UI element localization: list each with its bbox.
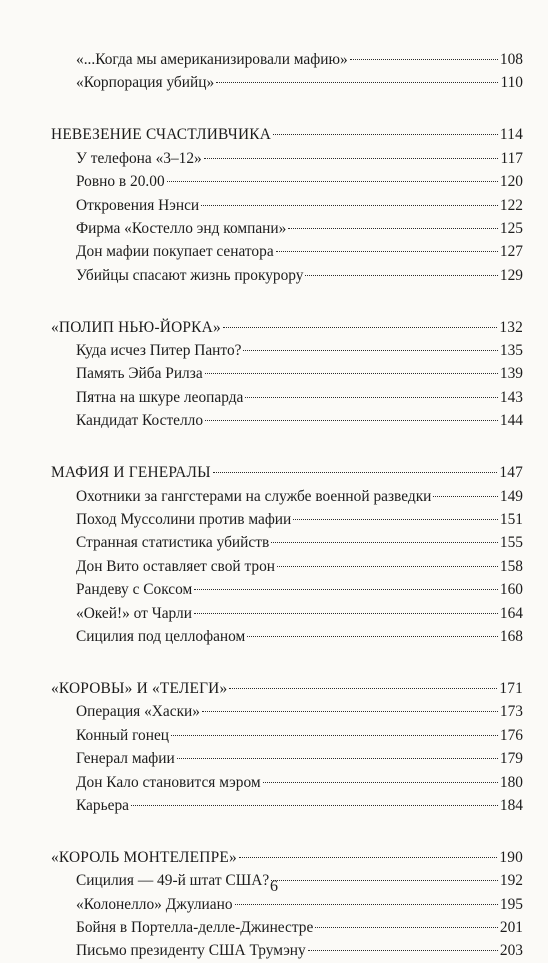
entry-title: Фирма «Костелло энд компани» bbox=[76, 219, 287, 237]
page-ref: 171 bbox=[499, 679, 523, 697]
entry-title: Странная статистика убийств bbox=[76, 534, 270, 552]
toc-entry bbox=[51, 48, 523, 71]
page-ref: 125 bbox=[499, 219, 523, 237]
section-title: НЕВЕЗЕНИЕ СЧАСТЛИВЧИКА bbox=[51, 126, 272, 144]
entry-title: Поход Муссолини против мафии bbox=[76, 511, 292, 529]
entry-title: Память Эйба Рилза bbox=[76, 365, 203, 383]
page-ref: 160 bbox=[499, 581, 523, 599]
page-ref: 164 bbox=[499, 604, 523, 622]
page-ref: 176 bbox=[499, 726, 523, 744]
entry-title: Дон мафии покупает сенатора bbox=[76, 243, 274, 261]
toc-entry bbox=[51, 531, 523, 554]
dot-leader bbox=[205, 420, 498, 421]
dot-leader bbox=[205, 373, 498, 374]
entry-title: Рандеву с Соксом bbox=[76, 581, 193, 599]
toc-group bbox=[51, 123, 523, 287]
toc-entry bbox=[51, 485, 523, 508]
page-ref: 192 bbox=[499, 872, 523, 890]
page-ref: 168 bbox=[499, 627, 523, 645]
dot-leader bbox=[177, 758, 498, 759]
toc-entry bbox=[51, 264, 523, 287]
dot-leader bbox=[213, 472, 498, 473]
section-title: «КОРОВЫ» И «ТЕЛЕГИ» bbox=[51, 679, 228, 697]
toc-entry bbox=[51, 508, 523, 531]
toc-section-heading bbox=[51, 123, 523, 146]
group-spacer bbox=[51, 95, 523, 124]
group-spacer bbox=[51, 817, 523, 846]
dot-leader bbox=[247, 636, 498, 637]
page-ref: 132 bbox=[499, 318, 523, 336]
dot-leader bbox=[239, 857, 497, 858]
dot-leader bbox=[288, 228, 498, 229]
entry-title: Генерал мафии bbox=[76, 750, 175, 768]
entry-title: Сицилия — 49-й штат США? bbox=[76, 872, 270, 890]
page-ref: 144 bbox=[499, 412, 523, 430]
page-ref: 117 bbox=[500, 149, 523, 167]
toc-entry bbox=[51, 771, 523, 794]
entry-title: Карьера bbox=[76, 796, 129, 814]
dot-leader bbox=[308, 950, 498, 951]
page-ref: 173 bbox=[499, 703, 523, 721]
dot-leader bbox=[202, 711, 498, 712]
toc-group bbox=[51, 846, 523, 963]
toc-entry bbox=[51, 747, 523, 770]
toc-entry bbox=[51, 724, 523, 747]
entry-title: Убийцы спасают жизнь прокурору bbox=[76, 266, 304, 284]
entry-title: Бойня в Портелла-делле-Джинестре bbox=[76, 919, 314, 937]
entry-title: Ровно в 20.00 bbox=[76, 173, 165, 191]
dot-leader bbox=[245, 397, 498, 398]
entry-title: Конный гонец bbox=[76, 726, 170, 744]
toc-entry bbox=[51, 625, 523, 648]
entry-title: «...Когда мы американизировали мафию» bbox=[76, 51, 348, 68]
page-ref: 122 bbox=[499, 196, 523, 214]
toc-entry bbox=[51, 602, 523, 625]
toc-entry bbox=[51, 794, 523, 817]
entry-title: Пятна на шкуре леопарда bbox=[76, 388, 244, 406]
toc-entry bbox=[51, 362, 523, 385]
toc-section-heading bbox=[51, 677, 523, 700]
page-ref: 143 bbox=[499, 388, 523, 406]
dot-leader bbox=[271, 542, 498, 543]
entry-title: Откровения Нэнси bbox=[76, 196, 200, 214]
entry-title: Кандидат Костелло bbox=[76, 412, 204, 430]
section-title: «КОРОЛЬ МОНТЕЛЕПРЕ» bbox=[51, 848, 237, 866]
dot-leader bbox=[194, 613, 498, 614]
dot-leader bbox=[293, 519, 498, 520]
page-ref: 201 bbox=[499, 919, 523, 937]
page-ref: 108 bbox=[499, 51, 523, 68]
dot-leader bbox=[194, 589, 498, 590]
dot-leader bbox=[273, 134, 498, 135]
toc-section-heading bbox=[51, 461, 523, 484]
dot-leader bbox=[235, 904, 498, 905]
dot-leader bbox=[167, 181, 498, 182]
toc-entry bbox=[51, 700, 523, 723]
section-title: МАФИЯ И ГЕНЕРАЛЫ bbox=[51, 464, 211, 482]
page-ref: 139 bbox=[499, 365, 523, 383]
dot-leader bbox=[131, 805, 498, 806]
page-ref: 149 bbox=[499, 487, 523, 505]
toc-section-heading bbox=[51, 316, 523, 339]
page-ref: 135 bbox=[499, 342, 523, 360]
entry-title: Письмо президенту США Трумэну bbox=[76, 942, 306, 960]
page-ref: 155 bbox=[499, 534, 523, 552]
dot-leader bbox=[223, 327, 497, 328]
page-ref: 129 bbox=[499, 266, 523, 284]
page-ref: 190 bbox=[499, 848, 523, 866]
toc-entry bbox=[51, 217, 523, 240]
page-ref: 158 bbox=[499, 557, 523, 575]
page-ref: 195 bbox=[499, 895, 523, 913]
page-ref: 151 bbox=[499, 511, 523, 529]
dot-leader bbox=[243, 350, 497, 351]
entry-title: Охотники за гангстерами на службе военной разведки bbox=[76, 487, 432, 505]
toc-entry bbox=[51, 170, 523, 193]
dot-leader bbox=[276, 251, 498, 252]
entry-title: У телефона «3–12» bbox=[76, 149, 202, 167]
dot-leader bbox=[277, 566, 498, 567]
toc-entry bbox=[51, 194, 523, 217]
entry-title: Куда исчез Питер Панто? bbox=[76, 342, 242, 360]
toc-entry bbox=[51, 339, 523, 362]
page-ref: 179 bbox=[499, 750, 523, 768]
toc-entry bbox=[51, 939, 523, 962]
entry-title: «Корпорация убийц» bbox=[76, 74, 215, 92]
group-spacer bbox=[51, 287, 523, 316]
dot-leader bbox=[216, 82, 498, 83]
dot-leader bbox=[315, 927, 498, 928]
toc-entry bbox=[51, 386, 523, 409]
dot-leader bbox=[305, 275, 497, 276]
toc-group bbox=[51, 461, 523, 648]
toc-entry bbox=[51, 147, 523, 170]
group-spacer bbox=[51, 433, 523, 462]
toc-entry bbox=[51, 916, 523, 939]
page-ref: 120 bbox=[499, 173, 523, 191]
toc-entry bbox=[51, 578, 523, 601]
entry-title: Дон Кало становится мэром bbox=[76, 773, 261, 791]
page-ref: 184 bbox=[499, 796, 523, 814]
dot-leader bbox=[433, 496, 498, 497]
page-ref: 114 bbox=[499, 126, 523, 144]
entry-title: Сицилия под целлофаном bbox=[76, 627, 246, 645]
dot-leader bbox=[263, 782, 498, 783]
toc-group bbox=[51, 48, 523, 95]
page-ref: 180 bbox=[499, 773, 523, 791]
table-of-contents bbox=[51, 48, 523, 963]
page-ref: 147 bbox=[499, 464, 523, 482]
dot-leader bbox=[229, 688, 497, 689]
dot-leader bbox=[204, 158, 499, 159]
toc-entry bbox=[51, 555, 523, 578]
toc-section-heading bbox=[51, 846, 523, 869]
page-number: 6 bbox=[270, 878, 278, 895]
section-title: «ПОЛИП НЬЮ-ЙОРКА» bbox=[51, 318, 221, 336]
toc-entry bbox=[51, 409, 523, 432]
dot-leader bbox=[350, 59, 498, 60]
page-ref: 203 bbox=[499, 942, 523, 960]
page-ref: 110 bbox=[500, 74, 523, 92]
toc-group bbox=[51, 316, 523, 433]
toc-entry bbox=[51, 71, 523, 94]
page-ref: 127 bbox=[499, 243, 523, 261]
toc-group bbox=[51, 677, 523, 817]
group-spacer bbox=[51, 648, 523, 677]
entry-title: «Колонелло» Джулиано bbox=[76, 895, 233, 913]
entry-title: Дон Вито оставляет свой трон bbox=[76, 557, 276, 575]
dot-leader bbox=[171, 735, 498, 736]
dot-leader bbox=[201, 205, 498, 206]
entry-title: «Окей!» от Чарли bbox=[76, 604, 192, 622]
entry-title: Операция «Хаски» bbox=[76, 703, 200, 721]
toc-entry bbox=[51, 893, 523, 916]
toc-entry bbox=[51, 240, 523, 263]
